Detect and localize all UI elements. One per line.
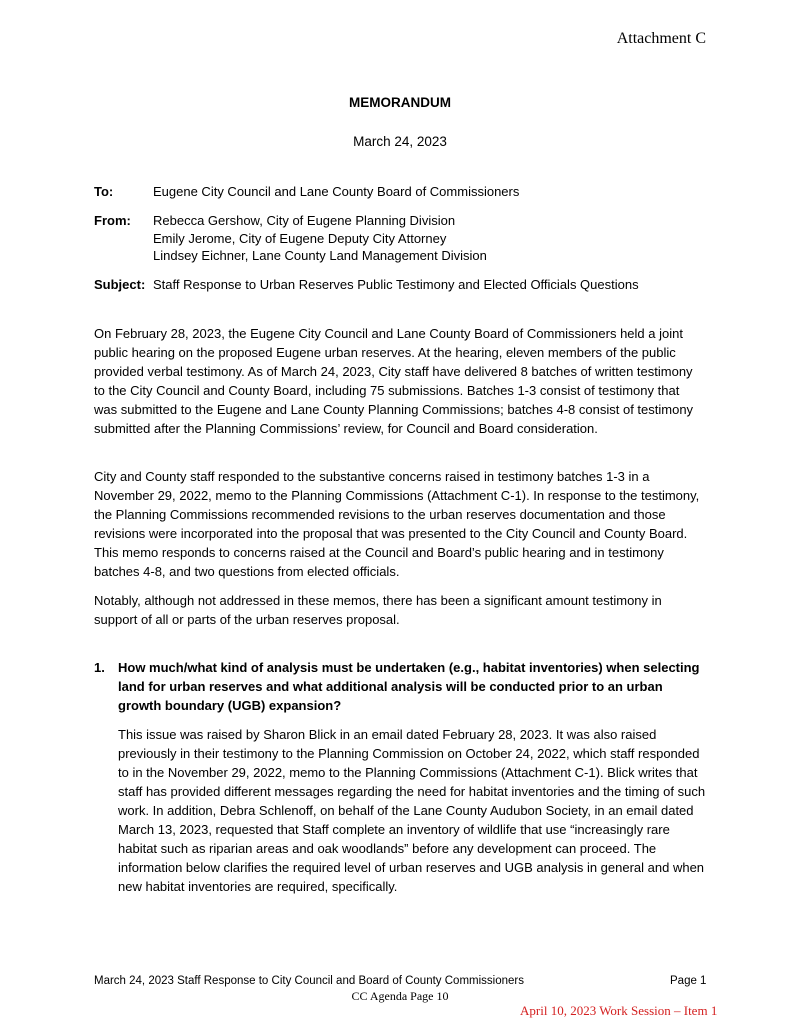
body-paragraph — [94, 324, 706, 438]
memo-date: March 24, 2023 — [353, 134, 447, 149]
from-label: From: — [94, 213, 131, 228]
subject-value: Staff Response to Urban Reserves Public Testimony and Elected Officials Questions — [153, 277, 639, 292]
footer-page-number: Page 1 — [670, 975, 707, 987]
from-line: Emily Jerome, City of Eugene Deputy City Attorney — [153, 231, 447, 246]
paragraph-staff-response: City and County staff responded to the substantive concerns raised in testimony batches 1-3 in a November 29, 2022, memo to the Planning Commissions (Attachment C-1). In response to the testimony, the Planning Commissions recommended revisions to the urban reserves documentation and those revisions were incorporated into the proposal that was presented to the City Council and County Board. This memo responds to concerns raised at the Council and Board’s public hearing and in testimony batches 4-8, and two questions from elected officials. — [94, 469, 700, 579]
paragraph-hearing: On February 28, 2023, the Eugene City Council and Lane County Board of Commissioners held a joint public hearing on the proposed Eugene urban reserves. At the hearing, eleven members of the public provided verbal testimony. As of March 24, 2023, City staff have delivered 8 batches of written testimony to the City Council and County Board, including 75 submissions. Batches 1-3 consist of testimony that was submitted to the Eugene and Lane County Planning Commissions; batches 4-8 consist of testimony submitted after the Planning Commissions’ review, for Council and Board consideration. — [94, 326, 694, 436]
from-line: Lindsey Eichner, Lane County Land Management Division — [153, 248, 487, 263]
question-text: How much/what kind of analysis must be undertaken (e.g., habitat inventories) when selecting land for urban reserves and what additional analysis will be conducted prior to an urban growth boundary (UGB) expansion? — [118, 660, 700, 713]
to-label: To: — [94, 184, 114, 199]
question-1-response: This issue was raised by Sharon Blick in an email dated February 28, 2023. It was also raised previously in their testimony to the Planning Commission on October 24, 2022, which staff responded to in the November 29, 2022, memo to the Planning Commissions (Attachment C-1). Blick writes that staff has provided different messages regarding the need for habitat inventories and the timing of such work. In addition, Debra Schlenoff, on behalf of the Lane County Audubon Society, in an email dated March 13, 2023, requested that Staff complete an inventory of wildlife that use “increasingly rare habitat such as riparian areas and oak woodlands” before any development can proceed. The information below clarifies the required level of urban reserves and UGB analysis in general and when new habitat inventories are required, specifically. — [118, 727, 706, 894]
work-session-label: April 10, 2023 Work Session – Item 1 — [520, 1003, 718, 1018]
question-number: 1. — [94, 660, 105, 675]
memo-title: MEMORANDUM — [349, 95, 451, 110]
question-1 — [94, 658, 706, 715]
footer-agenda-page: CC Agenda Page 10 — [351, 989, 449, 1003]
footer-left: March 24, 2023 Staff Response to City Council and Board of County Commissioners — [94, 975, 524, 987]
subject-label: Subject: — [94, 277, 146, 292]
from-line: Rebecca Gershow, City of Eugene Planning Division — [153, 213, 456, 228]
paragraph-support: Notably, although not addressed in these memos, there has been a significant amount testimony in support of all or parts of the urban reserves proposal. — [94, 593, 662, 627]
body-paragraph — [94, 467, 706, 581]
body-paragraph — [94, 591, 706, 629]
to-value: Eugene City Council and Lane County Board of Commissioners — [153, 184, 520, 199]
attachment-label: Attachment C — [616, 30, 706, 47]
